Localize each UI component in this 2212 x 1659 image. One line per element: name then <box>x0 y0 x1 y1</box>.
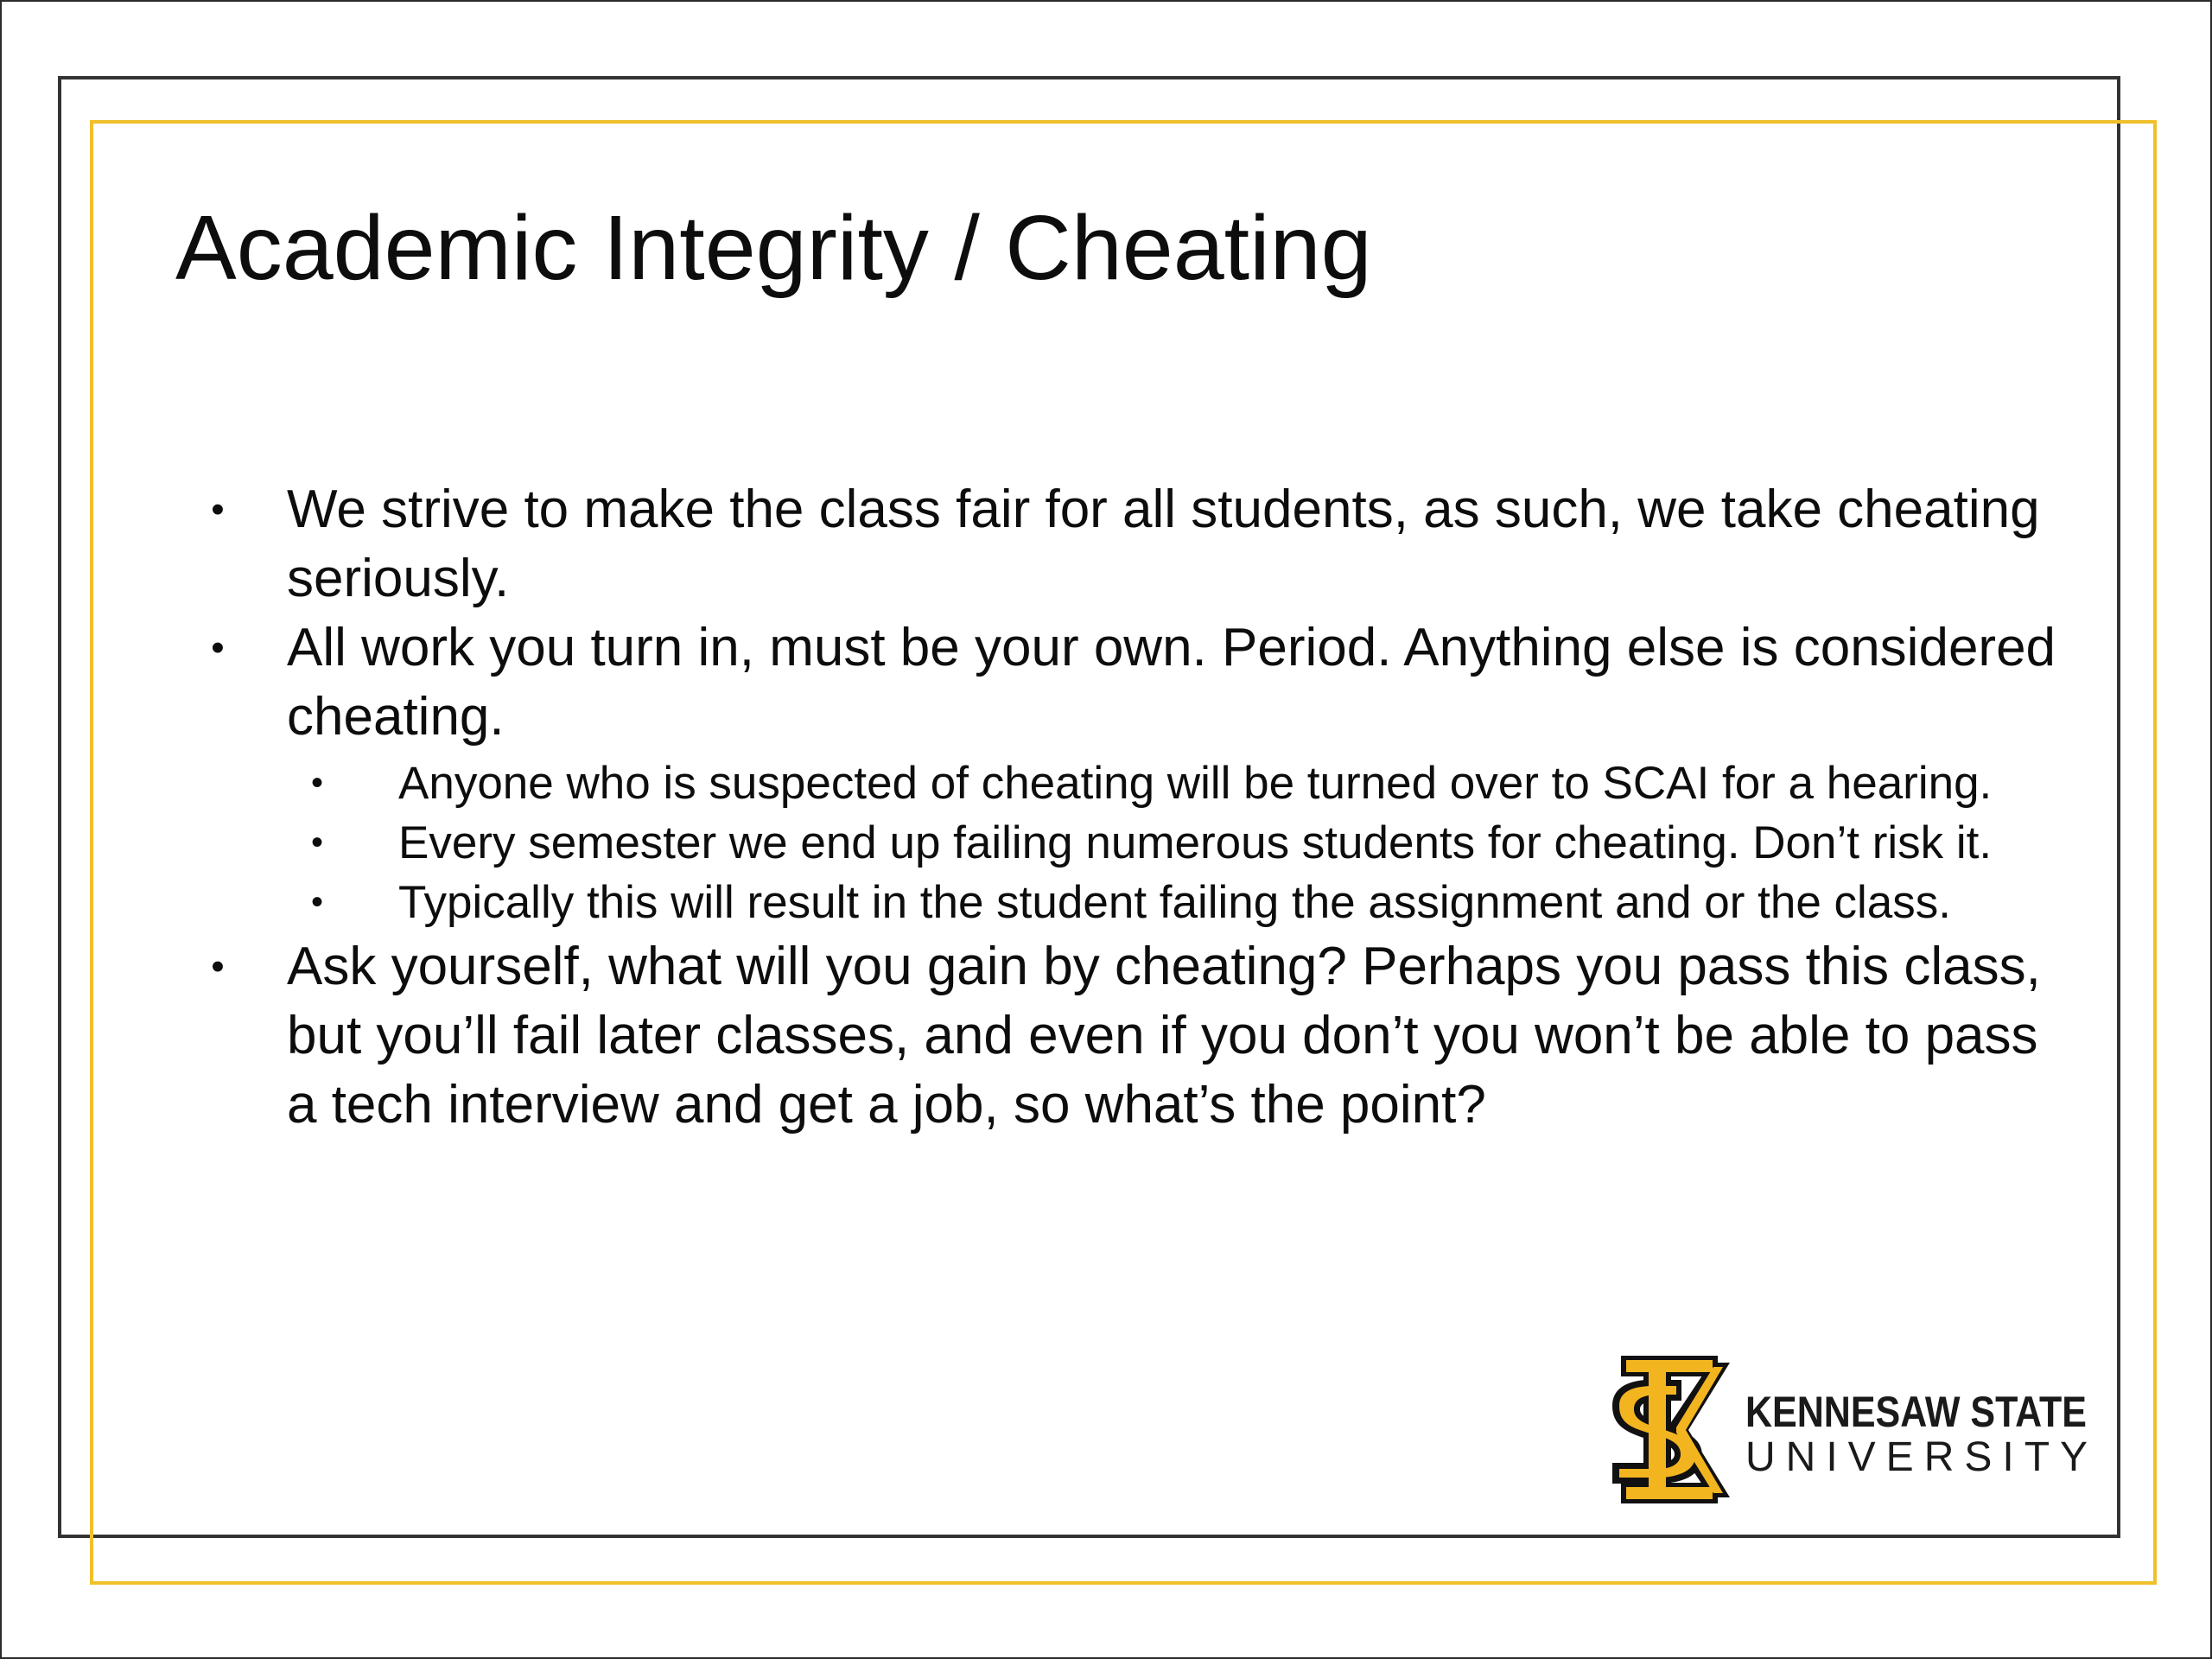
sub-bullet-text: Typically this will result in the student failing the assignment and or the class. <box>398 877 1952 928</box>
bullet-item <box>200 613 2058 752</box>
bullet-dot: • <box>211 626 225 669</box>
sub-bullet-dot: • <box>310 764 323 802</box>
slide-title: Academic Integrity / Cheating <box>175 197 1372 299</box>
bullet-text: All work you turn in, must be your own. Period. Anything else is considered cheating. <box>287 618 2056 747</box>
sub-bullet-text: Every semester we end up failing numerous students for cheating. Don’t risk it. <box>398 817 1993 868</box>
logo-line-1: KENNESAW STATE <box>1745 1388 2087 1436</box>
sub-bullet-text: Anyone who is suspected of cheating will be turned over to SCAI for a hearing. <box>398 758 1993 809</box>
sub-bullet-item <box>287 753 2058 813</box>
bullet-text: Ask yourself, what will you gain by cheating? Perhaps you pass this class, but you’ll fail later classes, and even if you don’t you won’t be able to pass a tech interview and get a job, so what’s the point? <box>287 937 2041 1135</box>
bullet-dot: • <box>211 945 225 988</box>
kennesaw-state-logo <box>1609 1354 2099 1510</box>
bullet-dot: • <box>211 488 225 531</box>
sub-bullet-item <box>287 873 2058 932</box>
sub-bullet-list <box>287 753 2058 932</box>
bullet-item <box>200 475 2058 613</box>
ks-monogram-icon <box>1609 1354 1730 1505</box>
bullet-list <box>200 475 2058 1140</box>
sub-bullet-dot: • <box>310 883 323 921</box>
sub-bullet-item <box>287 813 2058 873</box>
bullet-item <box>200 932 2058 1140</box>
sub-bullet-dot: • <box>310 823 323 861</box>
bullet-text: We strive to make the class fair for all students, as such, we take cheating seriously. <box>287 480 2040 608</box>
logo-line-2: UNIVERSITY <box>1745 1434 2099 1480</box>
